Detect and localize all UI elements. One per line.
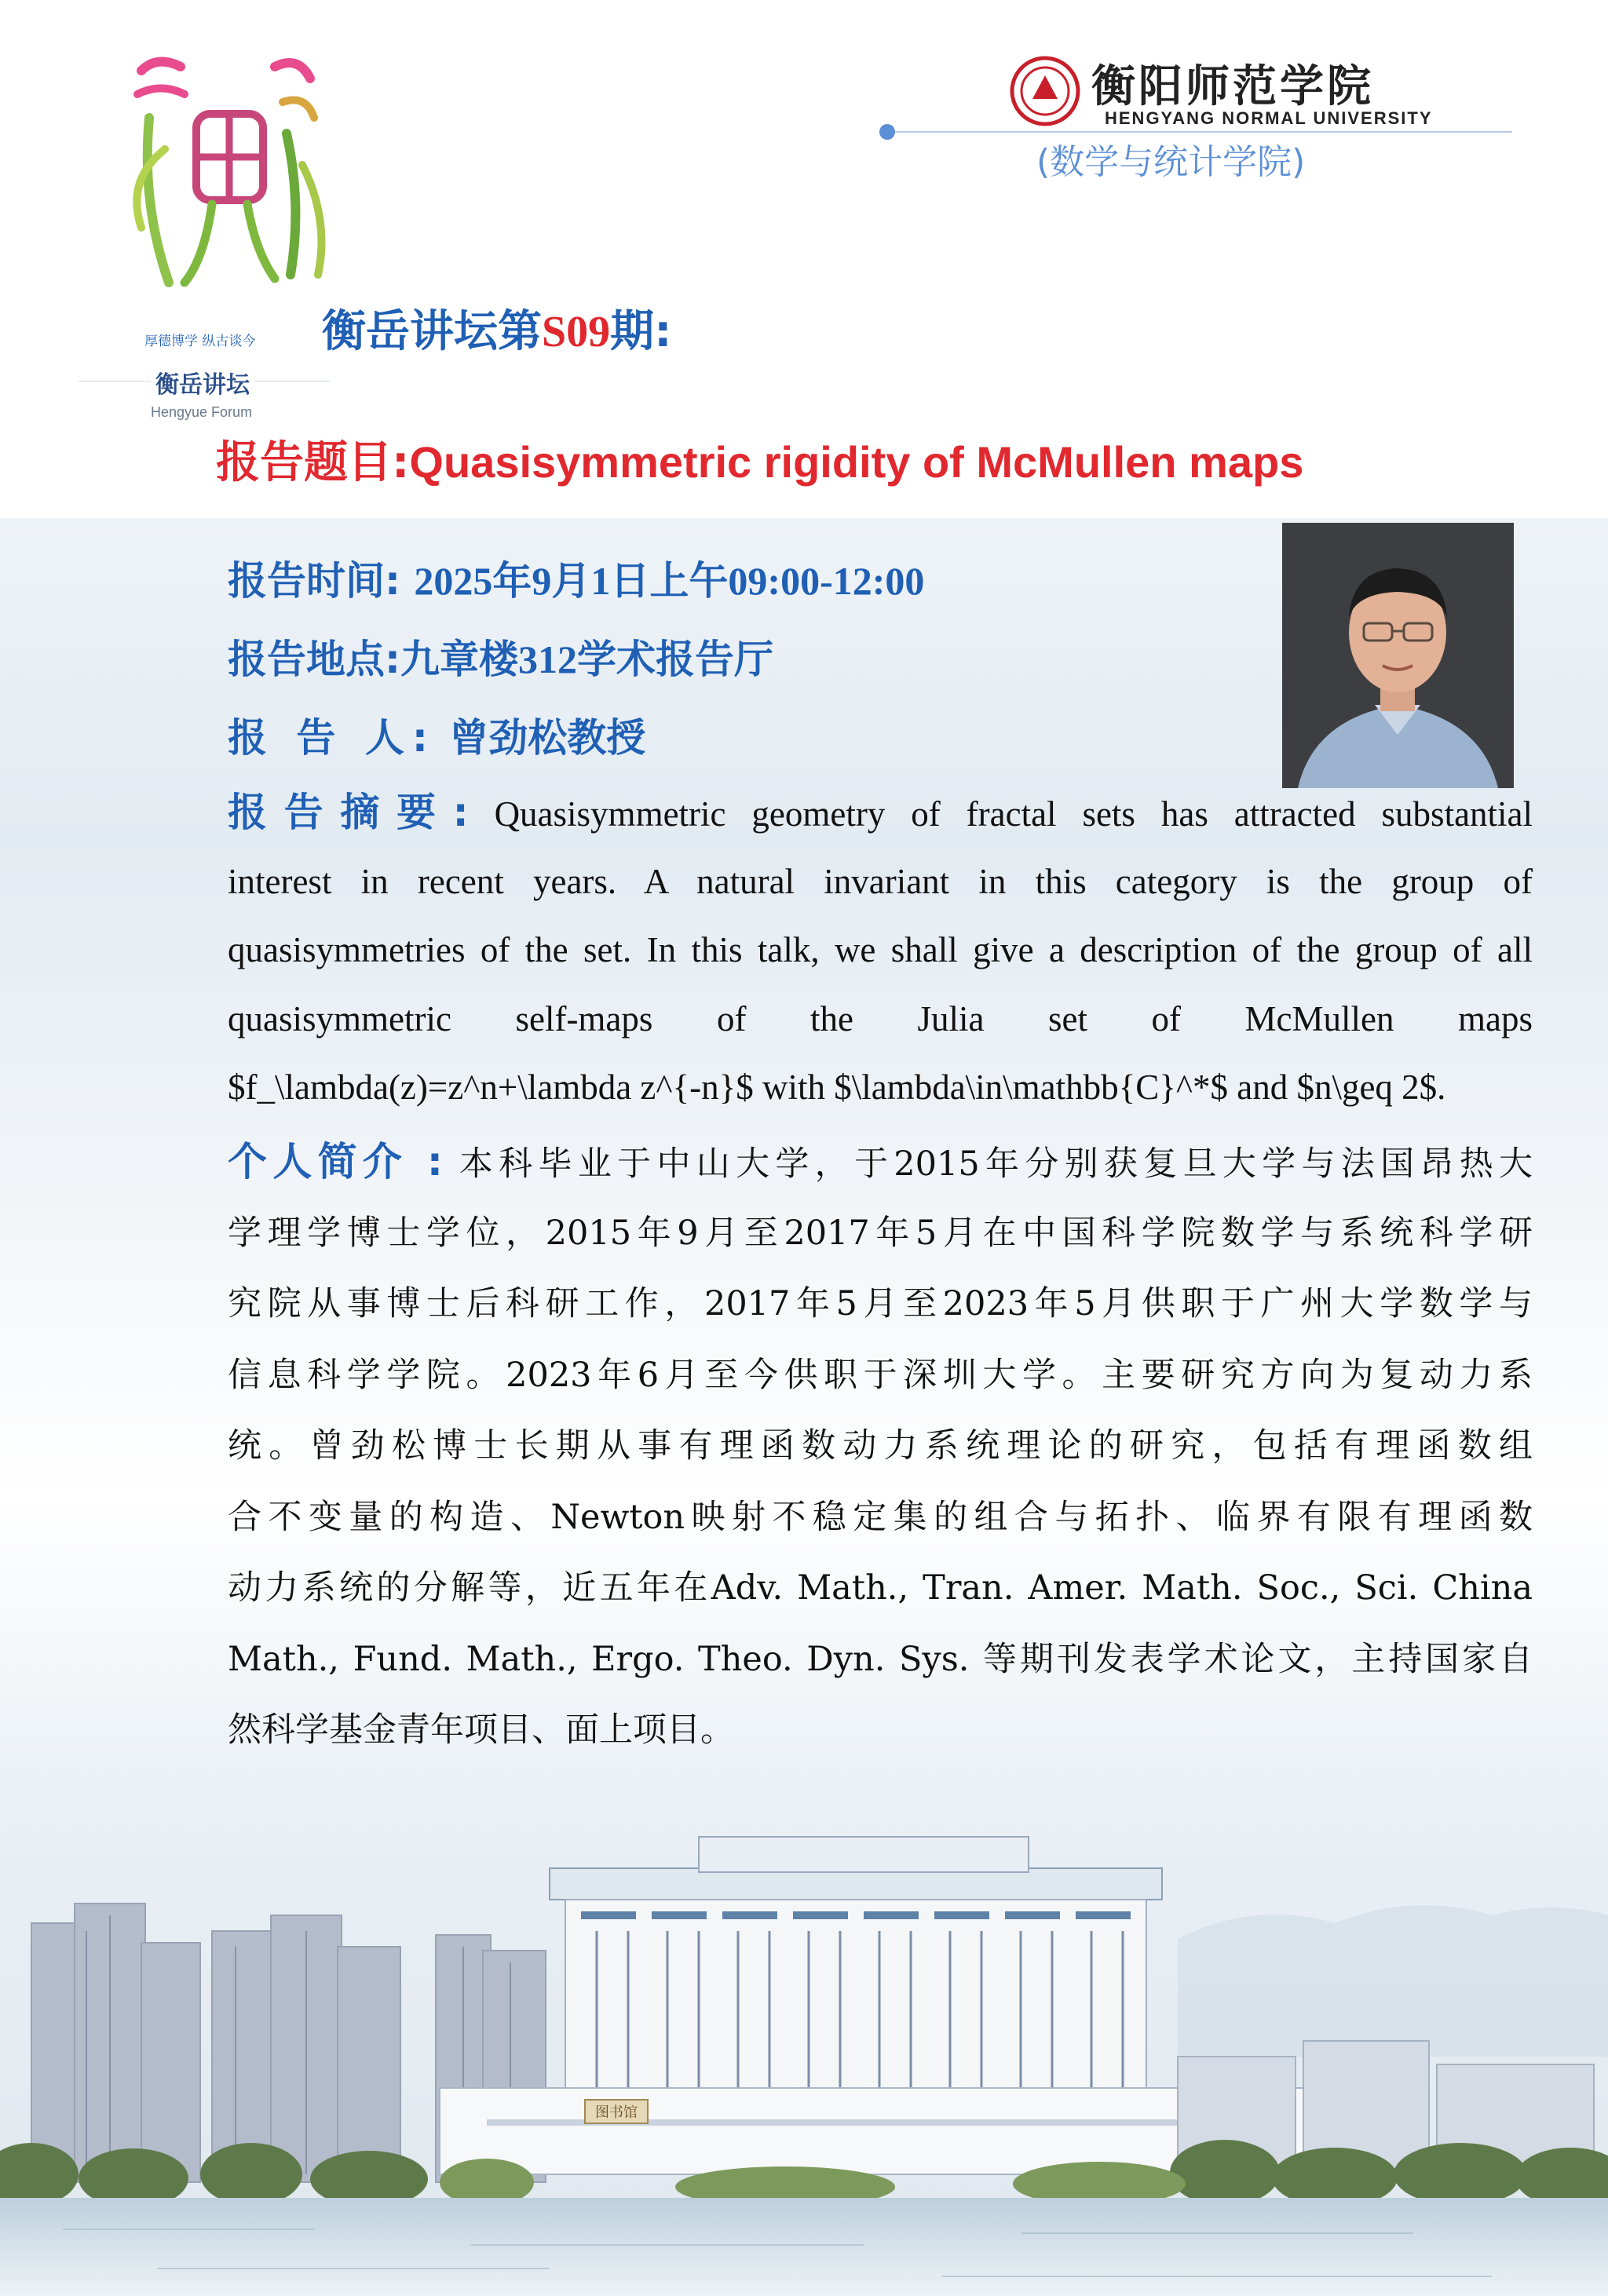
report-speaker-value: 曾劲松教授 [449,715,646,761]
abstract-line: quasisymmetries of the set. In this talk, we shall give a description of the group of all [228,930,1533,969]
abstract-label: 报告摘要: [228,790,469,835]
report-title [216,428,1303,491]
bio-line: 学理学博士学位，2015年9月至2017年5月在中国科学院数学与系统科学研 [228,1213,1533,1253]
header-dot [879,124,895,140]
bio-line: 信息科学学院。2023年6月至今供职于深圳大学。主要研究方向为复动力系 [228,1355,1533,1395]
library-sign: 图书馆 [595,2104,638,2121]
speaker-portrait-icon [1282,523,1514,788]
forum-logo [79,47,338,432]
forum-issue-title [322,297,672,360]
bio-line: 究院从事博士后科研工作，2017年5月至2023年5月供职于广州大学数学与 [228,1284,1533,1323]
bio-line: 动力系统的分解等，近五年在Adv. Math., Tran. Amer. Math. Soc., Sci. China [228,1568,1533,1608]
university-name-en: HENGYANG NORMAL UNIVERSITY [1105,108,1433,128]
report-time-value: 2025年9月1日上午09:00-12:00 [414,559,925,603]
bio-line: 统。曾劲松博士长期从事有理函数动力系统理论的研究，包括有理函数组 [228,1426,1533,1466]
department-name: (数学与统计学院) [1036,142,1306,182]
forum-name-cn: 衡岳讲坛 [151,365,254,400]
report-abstract [228,779,1533,1122]
abstract-line: $f_\lambda(z)=z^n+\lambda z^{-n}$ with $\lambda\in\mathbb{C}^*$ and $n\geq 2$. [228,1068,1446,1107]
university-header [879,47,1508,188]
report-title-text: Quasisymmetric rigidity of McMullen maps [409,437,1304,487]
forum-motto: 厚德博学 纵古谈今 [144,334,256,349]
forum-title-suffix: 期: [610,306,672,357]
abstract-line: interest in recent years. A natural invariant in this category is the group of [228,861,1533,901]
report-speaker-label: 报 告 人: [228,715,436,761]
report-place-value: 九章楼312学术报告厅 [400,637,773,681]
forum-name-en: Hengyue Forum [151,404,253,420]
report-title-label: 报告题目: [216,437,410,488]
speaker-photo [1282,523,1514,788]
report-time [228,549,924,606]
bio-line: 个人简介 : 本科毕业于中山大学，于2015年分别获复旦大学与法国昂热大 [228,1139,1533,1185]
abstract-line: quasisymmetric self-maps of the Julia set of McMullen maps [228,998,1533,1038]
report-place-label: 报告地点: [228,637,400,682]
university-seal-icon [1009,55,1081,127]
bio-line: 然科学基金青年项目、面上项目。 [228,1710,734,1750]
university-name-cn: 衡阳师范学院 [1091,60,1374,112]
report-speaker [228,706,645,763]
forum-calligraphy-logo [94,47,353,306]
speaker-bio [228,1126,1533,1766]
abstract-line: 报告摘要: Quasisymmetric geometry of fractal sets has attracted substantial [228,790,1533,835]
report-time-label: 报告时间: [228,558,400,604]
bio-label: 个人简介 : [228,1139,443,1185]
forum-issue-number: S09 [542,308,611,356]
report-place [228,628,773,684]
bio-line: 合不变量的构造、Newton映射不稳定集的组合与拓扑、临界有限有理函数 [228,1497,1533,1537]
header-rule [895,131,1512,133]
campus-illustration [0,1805,1608,2296]
bio-line: Math., Fund. Math., Ergo. Theo. Dyn. Sys. 等期刊发表学术论文，主持国家自 [228,1639,1533,1679]
forum-title-prefix: 衡岳讲坛第 [322,306,542,357]
